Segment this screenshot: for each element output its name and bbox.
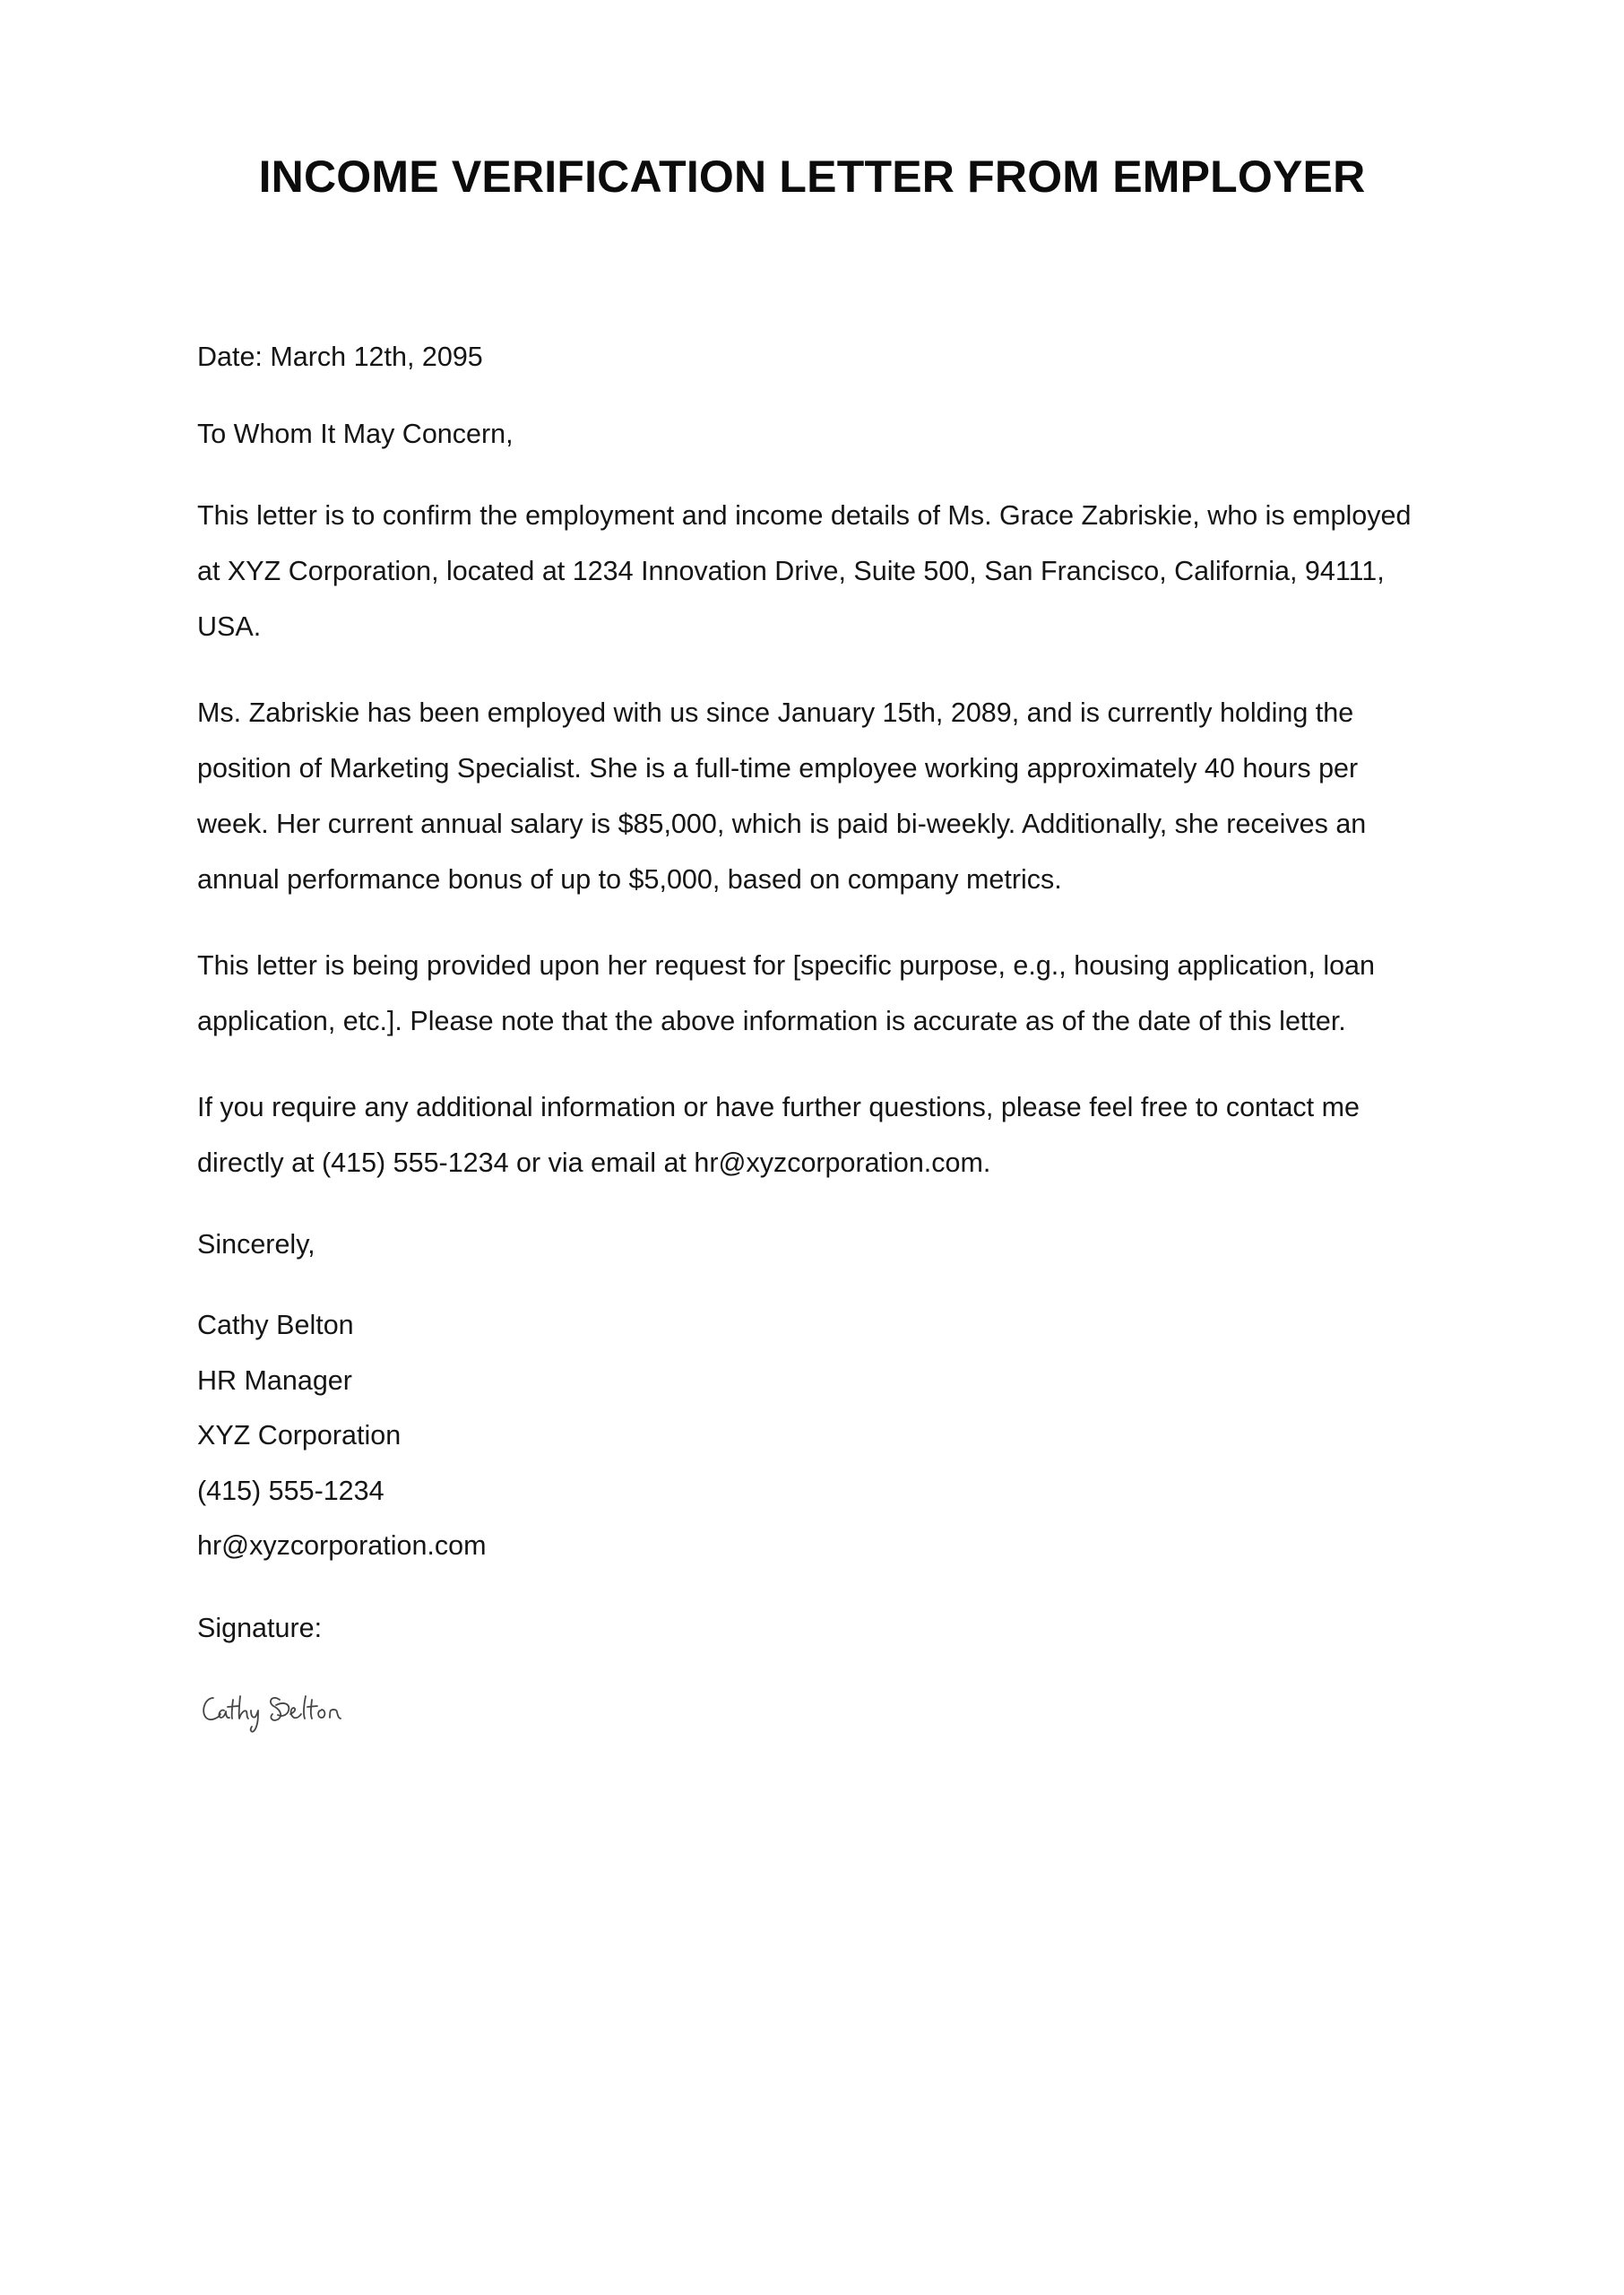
letter-title: INCOME VERIFICATION LETTER FROM EMPLOYER — [258, 152, 1366, 202]
letter-date: Date: March 12th, 2095 — [197, 342, 483, 372]
salutation: To Whom It May Concern, — [197, 419, 514, 449]
handwritten-signature — [197, 1678, 376, 1741]
signature-label: Signature: — [197, 1612, 323, 1643]
paragraph-contact: If you require any additional information or have further questions, please feel free to contact me directly at (415) 555-1234 or via email at hr@xyzcorporation.com. — [197, 1092, 1360, 1178]
signer-block — [197, 1298, 1434, 1574]
signer-email: hr@xyzcorporation.com — [197, 1530, 487, 1561]
signer-title: HR Manager — [197, 1364, 352, 1396]
signer-phone: (415) 555-1234 — [197, 1475, 384, 1506]
signer-name: Cathy Belton — [197, 1310, 354, 1340]
paragraph-position-salary: Ms. Zabriskie has been employed with us since January 15th, 2089, and is currently holding the position of Marketing Specialist. She is a full-time employee working approximately 40 hours per week. Her current annual salary is $85,000, which is paid bi-weekly. Additionally, she receives an annual performance bonus of up to $5,000, based on company metrics. — [197, 697, 1367, 895]
closing: Sincerely, — [197, 1229, 315, 1260]
letter-body — [197, 333, 1434, 1741]
paragraph-purpose: This letter is being provided upon her request for [specific purpose, e.g., housing application, loan application, etc.]. Please note that the above information is accurate as of the date of this letter. — [197, 950, 1375, 1036]
signer-company: XYZ Corporation — [197, 1420, 402, 1451]
paragraph-employment: This letter is to confirm the employment and income details of Ms. Grace Zabriskie, who is employed at XYZ Corporation, located at 1234 Innovation Drive, Suite 500, San Francisco, California, 94111, USA. — [197, 500, 1412, 642]
